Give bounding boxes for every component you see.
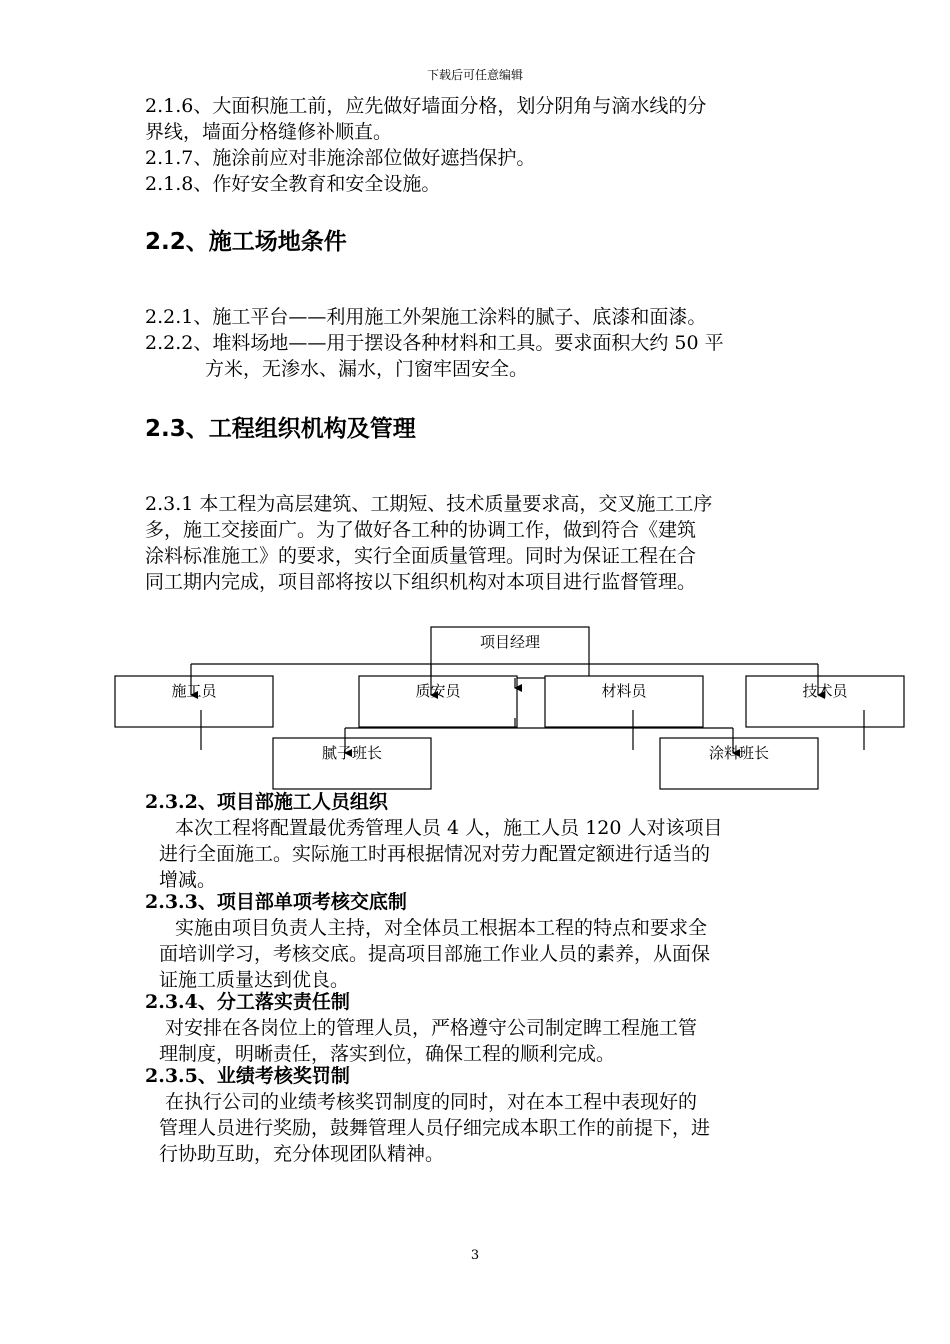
heading-2-3: 2.3、工程组织机构及管理 [145, 416, 416, 442]
org-label-constructor: 施工员 [171, 682, 217, 700]
org-label-putty-leader: 腻子班长 [321, 744, 383, 762]
para-2-3-4-line2: 理制度，明晰责任，落实到位，确保工程的顺利完成。 [159, 1043, 616, 1065]
page-number: 3 [470, 1248, 480, 1263]
para-2-3-3-line2: 面培训学习，考核交底。提高项目部施工作业人员的素养，从面保 [159, 943, 711, 965]
heading-2-3-5: 2.3.5、业绩考核奖罚制 [145, 1065, 350, 1087]
org-label-tech: 技术员 [802, 682, 848, 700]
org-label-top: 项目经理 [479, 633, 541, 651]
para-2-3-3-line1: 实施由项目负责人主持，对全体员工根据本工程的特点和要求全 [175, 917, 708, 939]
para-2-3-5-line3: 行协助互助，充分体现团队精神。 [159, 1143, 445, 1165]
para-2-3-3-line3: 证施工质量达到优良。 [159, 969, 350, 991]
heading-2-2: 2.2、施工场地条件 [145, 229, 347, 255]
heading-2-3-2: 2.3.2、项目部施工人员组织 [145, 791, 388, 813]
para-2-3-2-line3: 增减。 [159, 869, 217, 891]
heading-2-3-3: 2.3.3、项目部单项考核交底制 [145, 891, 407, 913]
item-2-2-1: 2.2.1、施工平台——利用施工外架施工涂料的腻子、底漆和面漆。 [145, 306, 707, 328]
org-label-safety: 质安员 [415, 682, 461, 700]
para-2-3-2-line1: 本次工程将配置最优秀管理人员 4 人，施工人员 120 人对该项目 [175, 817, 723, 839]
para-2-3-1-line4: 同工期内完成，项目部将按以下组织机构对本项目进行监督管理。 [145, 571, 697, 593]
header-note: 下载后可任意编辑 [426, 68, 523, 82]
item-2-1-7: 2.1.7、施涂前应对非施涂部位做好遮挡保护。 [145, 147, 536, 169]
para-2-3-4-line1: 对安排在各岗位上的管理人员，严格遵守公司制定睥工程施工管 [165, 1017, 698, 1039]
org-label-material: 材料员 [601, 682, 647, 700]
para-2-3-1-line1: 2.3.1 本工程为高层建筑、工期短、技术质量要求高，交叉施工工序 [145, 493, 713, 515]
heading-2-3-4: 2.3.4、分工落实责任制 [145, 991, 350, 1013]
para-2-3-2-line2: 进行全面施工。实际施工时再根据情况对劳力配置定额进行适当的 [159, 843, 711, 865]
para-2-3-5-line2: 管理人员进行奖励，鼓舞管理人员仔细完成本职工作的前提下，进 [159, 1117, 711, 1139]
item-2-1-6-line2: 界线，墙面分格缝修补顺直。 [145, 121, 393, 143]
item-2-2-2-line2: 方米，无渗水、漏水，门窗牢固安全。 [205, 358, 529, 380]
item-2-1-8: 2.1.8、作好安全教育和安全设施。 [145, 173, 441, 195]
item-2-1-6-line1: 2.1.6、大面积施工前，应先做好墙面分格，划分阴角与滴水线的分 [145, 95, 707, 117]
para-2-3-1-line2: 多，施工交接面广。为了做好各工种的协调工作，做到符合《建筑 [145, 519, 697, 541]
item-2-2-2-line1: 2.2.2、堆料场地——用于摆设各种材料和工具。要求面积大约 50 平 [145, 332, 724, 354]
org-label-paint-leader: 涂料班长 [708, 744, 770, 762]
para-2-3-5-line1: 在执行公司的业绩考核奖罚制度的同时，对在本工程中表现好的 [165, 1091, 698, 1113]
para-2-3-1-line3: 涂料标准施工》的要求，实行全面质量管理。同时为保证工程在合 [145, 545, 697, 567]
